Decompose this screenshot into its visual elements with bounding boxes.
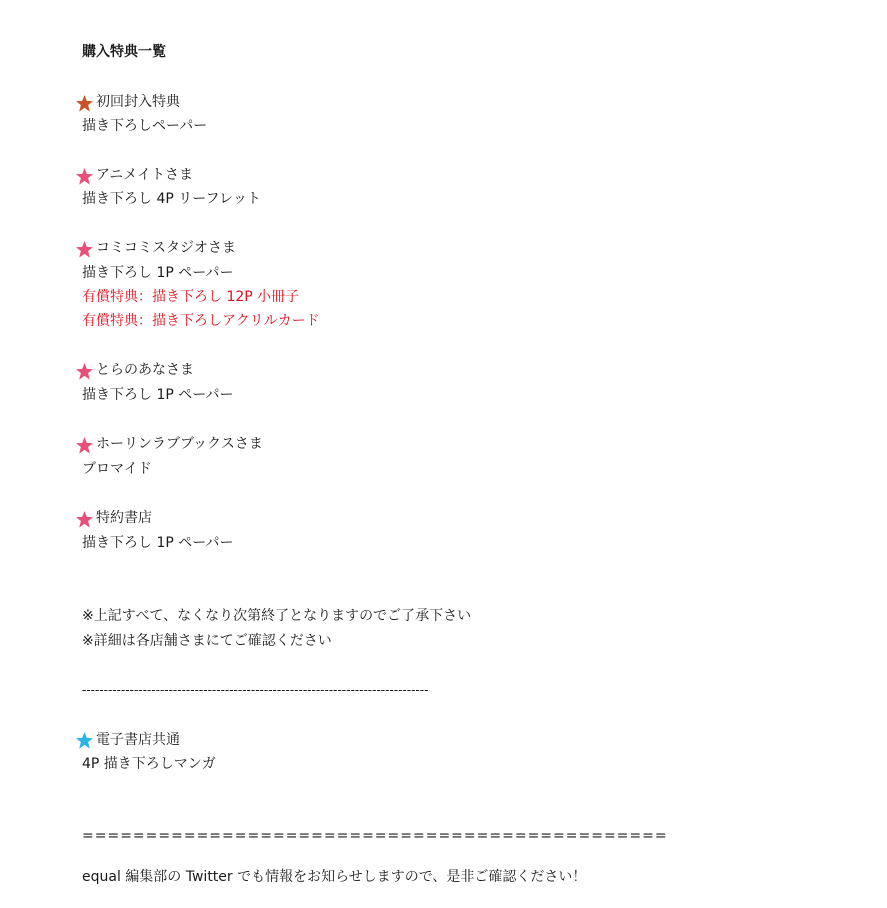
store-heading: ホーリンラブブックスさま xyxy=(96,436,263,452)
page-title: 購入特典一覧 xyxy=(82,44,166,60)
star-icon xyxy=(75,94,94,113)
store-heading: 特約書店 xyxy=(96,510,152,526)
star-icon xyxy=(75,436,94,455)
bonus-item: 描き下ろし 1P ペーパー xyxy=(82,265,234,281)
star-icon xyxy=(75,510,94,529)
star-icon xyxy=(75,167,94,186)
bonus-item: ブロマイド xyxy=(82,461,152,477)
footer-text: equal 編集部の Twitter でも情報をお知らせしますので、是非ご確認ください！ xyxy=(82,869,587,885)
paid-bonus-item: 有償特典：描き下ろし 12P 小冊子 xyxy=(82,289,300,305)
store-heading: コミコミスタジオさま xyxy=(96,240,236,256)
note-line: ※詳細は各店舗さまにてご確認ください xyxy=(82,633,332,649)
bonus-item: 描き下ろし 1P ペーパー xyxy=(82,535,234,551)
store-heading: とらのあなさま xyxy=(96,362,194,378)
star-icon xyxy=(75,731,94,750)
store-heading: 電子書店共通 xyxy=(96,732,180,748)
bonus-item: 描き下ろし 1P ペーパー xyxy=(82,387,234,403)
bonus-item: 4P 描き下ろしマンガ xyxy=(82,756,216,772)
bonus-item: 描き下ろし 4P リーフレット xyxy=(82,191,261,207)
bonus-item: 描き下ろしペーパー xyxy=(82,118,208,134)
paid-bonus-item: 有償特典：描き下ろしアクリルカード xyxy=(82,313,320,329)
dash-divider: -------------------------------------------------------------------------------- xyxy=(82,683,429,697)
store-heading: 初回封入特典 xyxy=(96,94,180,110)
store-heading: アニメイトさま xyxy=(96,167,194,183)
equals-divider: ============================================== xyxy=(82,828,668,844)
star-icon xyxy=(75,362,94,381)
note-line: ※上記すべて、なくなり次第終了となりますのでご了承下さい xyxy=(82,608,472,624)
star-icon xyxy=(75,240,94,259)
